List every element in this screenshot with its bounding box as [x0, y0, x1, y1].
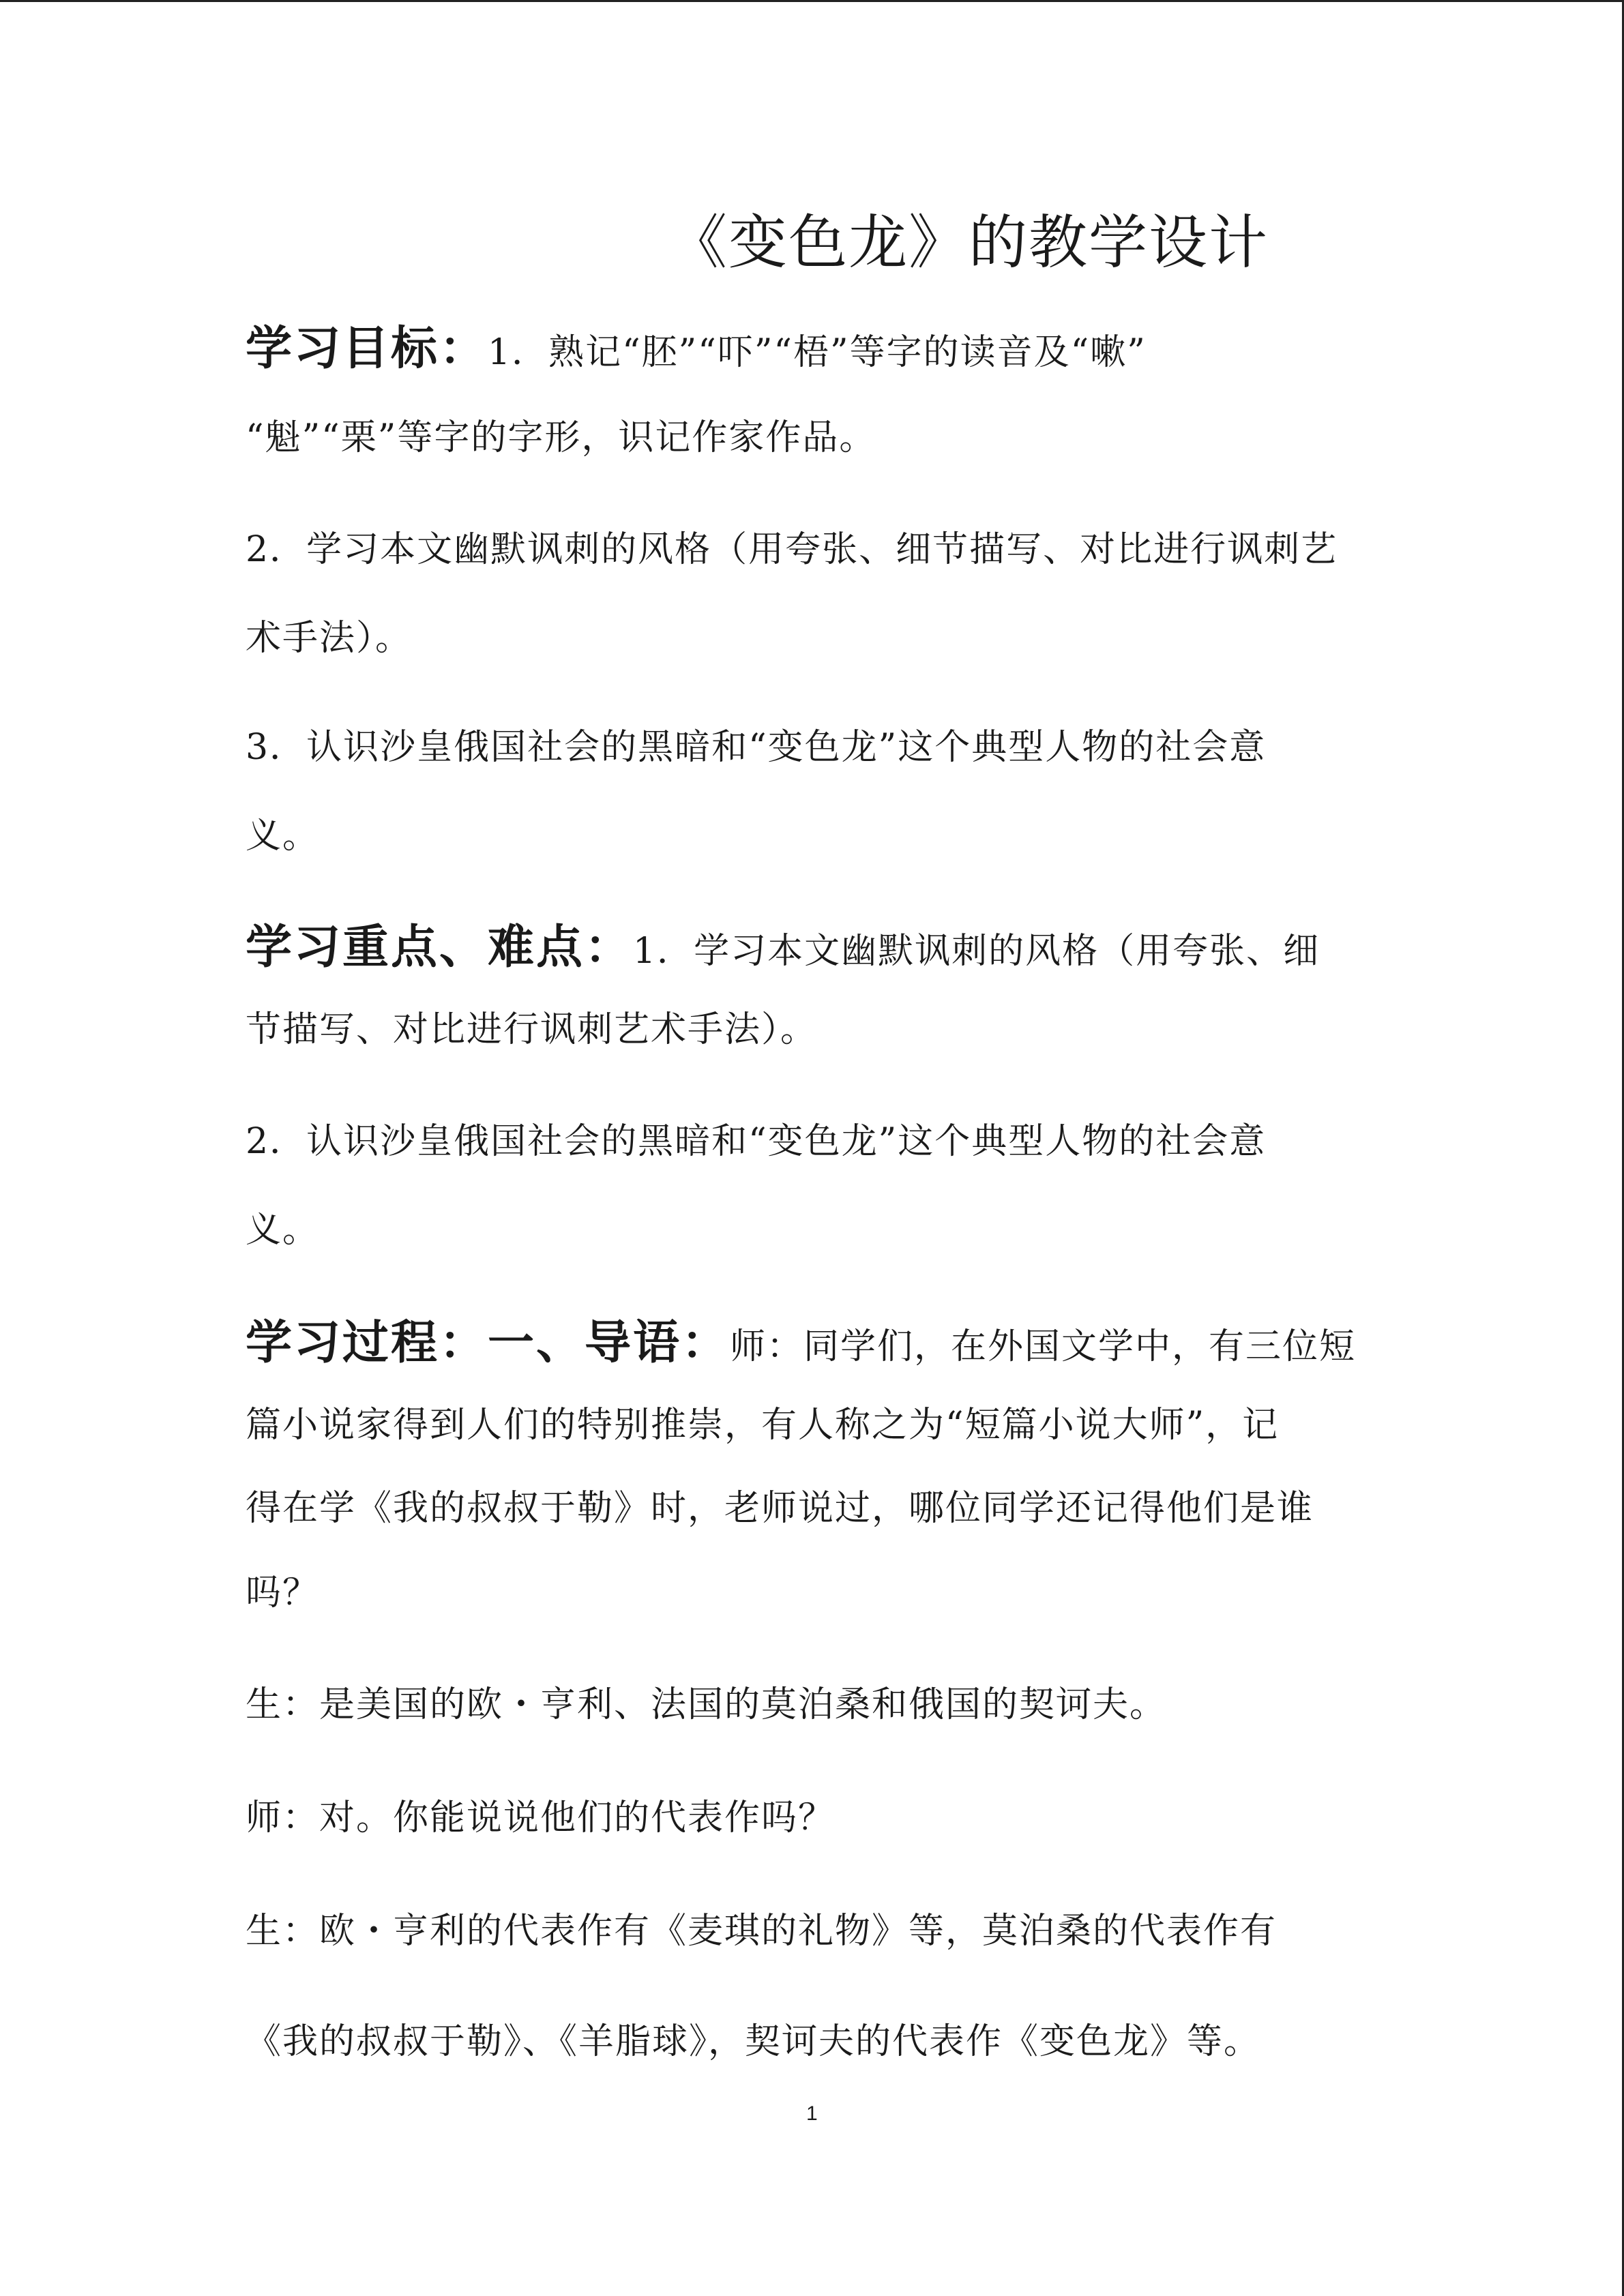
process-label: 学习过程：一、导语： [246, 1316, 730, 1370]
process-line-3: 得在学《我的叔叔于勒》时，老师说过，哪位同学还记得他们是谁 [246, 1488, 1314, 1529]
process-line-1: 师：同学们，在外国文学中，有三位短 [730, 1326, 1357, 1367]
goals-line-4: 术手法）。 [246, 618, 413, 659]
document-title: 《变色龙》的教学设计 [668, 209, 1269, 277]
key-points-line-4: 义。 [246, 1210, 320, 1251]
goals-line-1: 1．熟记“胚”“吓”“梧”等字的读音及“嗽” [488, 332, 1147, 373]
process-line-4: 吗？ [246, 1572, 320, 1613]
process-line-2: 篇小说家得到人们的特别推崇，有人称之为“短篇小说大师”，记 [246, 1405, 1280, 1446]
goals-line-3: 2．学习本文幽默讽刺的风格（用夸张、细节描写、对比进行讽刺艺 [246, 529, 1338, 570]
page-top-border [0, 0, 1624, 2]
goals-first-line [246, 323, 1147, 378]
key-points-label: 学习重点、难点： [246, 921, 634, 974]
goals-line-6: 义。 [246, 816, 320, 856]
goals-line-2: “魁”“栗”等字的字形，识记作家作品。 [246, 417, 876, 458]
process-line-5: 生：是美国的欧・亨利、法国的莫泊桑和俄国的契诃夫。 [246, 1684, 1167, 1725]
goals-line-5: 3．认识沙皇俄国社会的黑暗和“变色龙”这个典型人物的社会意 [246, 727, 1267, 768]
key-points-line-2: 节描写、对比进行讽刺艺术手法）。 [246, 1009, 818, 1050]
key-points-line-1: 1．学习本文幽默讽刺的风格（用夸张、细 [633, 931, 1320, 972]
process-first-line [246, 1317, 1356, 1373]
process-line-6: 师：对。你能说说他们的代表作吗？ [246, 1798, 836, 1838]
process-line-8: 《我的叔叔于勒》、《羊脂球》，契诃夫的代表作《变色龙》等。 [246, 2021, 1261, 2062]
goals-label: 学习目标： [246, 322, 488, 376]
process-line-7: 生：欧・亨利的代表作有《麦琪的礼物》等，莫泊桑的代表作有 [246, 1911, 1278, 1952]
key-points-first-line [246, 922, 1320, 977]
key-points-line-3: 2．认识沙皇俄国社会的黑暗和“变色龙”这个典型人物的社会意 [246, 1121, 1267, 1162]
page-number: 1 [806, 2102, 818, 2125]
